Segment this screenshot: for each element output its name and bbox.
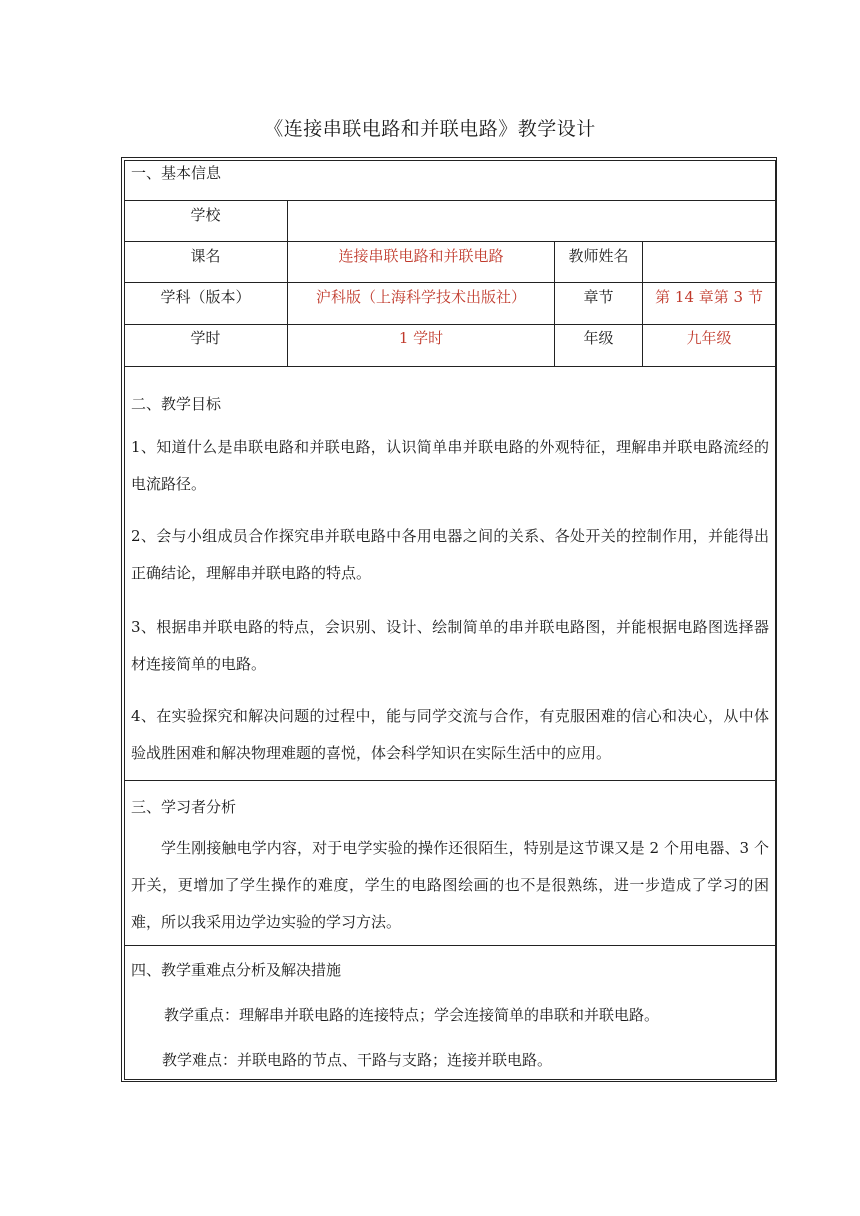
row-divider xyxy=(124,945,776,946)
course-value: 连接串联电路和并联电路 xyxy=(338,247,504,265)
teacher-label: 教师姓名 xyxy=(568,247,629,265)
objective-item: 4、在实验探究和解决问题的过程中，能与同学交流与合作，有克服困难的信心和决心，从中体验战胜困难和解决物理难题的喜悦，体会科学知识在实际生活中的应用。 xyxy=(131,707,769,762)
row-divider xyxy=(124,200,776,201)
course-label: 课名 xyxy=(190,247,221,265)
grade-label: 年级 xyxy=(583,329,614,347)
row-divider xyxy=(124,324,776,325)
subject-value: 沪科版（上海科学技术出版社） xyxy=(315,288,526,306)
document-title: 《连接串联电路和并联电路》教学设计 xyxy=(264,118,596,140)
grade-value: 九年级 xyxy=(686,329,732,347)
objective-item: 3、根据串并联电路的特点，会识别、设计、绘制简单的串并联电路图，并能根据电路图选择器材连接简单的电路。 xyxy=(131,618,769,673)
key-point: 教学重点：理解串并联电路的连接特点；学会连接简单的串联和并联电路。 xyxy=(164,1006,660,1024)
row-divider xyxy=(124,282,776,283)
objective-item: 2、会与小组成员合作探究串并联电路中各用电器之间的关系、各处开关的控制作用，并能得出正确结论，理解串并联电路的特点。 xyxy=(131,527,769,582)
chapter-value: 第 14 章第 3 节 xyxy=(655,288,763,306)
row-divider xyxy=(124,366,776,367)
section-heading-learner-analysis: 三、学习者分析 xyxy=(131,798,237,816)
subject-label: 学科（版本） xyxy=(160,288,251,306)
chapter-label: 章节 xyxy=(583,288,614,306)
learner-analysis-body: 学生刚接触电学内容，对于电学实验的操作还很陌生，特别是这节课又是 2 个用电器、3 个开关，更增加了学生操作的难度，学生的电路图绘画的也不是很熟练，进一步造成了学习的困难，所以我采用边学边实验的学习方法。 xyxy=(131,839,769,931)
section-heading-key-difficult: 四、教学重难点分析及解决措施 xyxy=(131,961,342,979)
section-heading-basic-info: 一、基本信息 xyxy=(131,164,222,182)
row-divider xyxy=(124,241,776,242)
section-heading-objectives: 二、教学目标 xyxy=(131,395,222,413)
row-divider xyxy=(124,780,776,781)
hours-label: 学时 xyxy=(190,329,221,347)
hours-value: 1 学时 xyxy=(398,329,444,347)
difficult-point: 教学难点：并联电路的节点、干路与支路；连接并联电路。 xyxy=(162,1051,553,1069)
school-label: 学校 xyxy=(190,206,221,224)
objective-item: 1、知道什么是串联电路和并联电路，认识简单串并联电路的外观特征，理解串并联电路流经的电流路径。 xyxy=(131,438,769,493)
